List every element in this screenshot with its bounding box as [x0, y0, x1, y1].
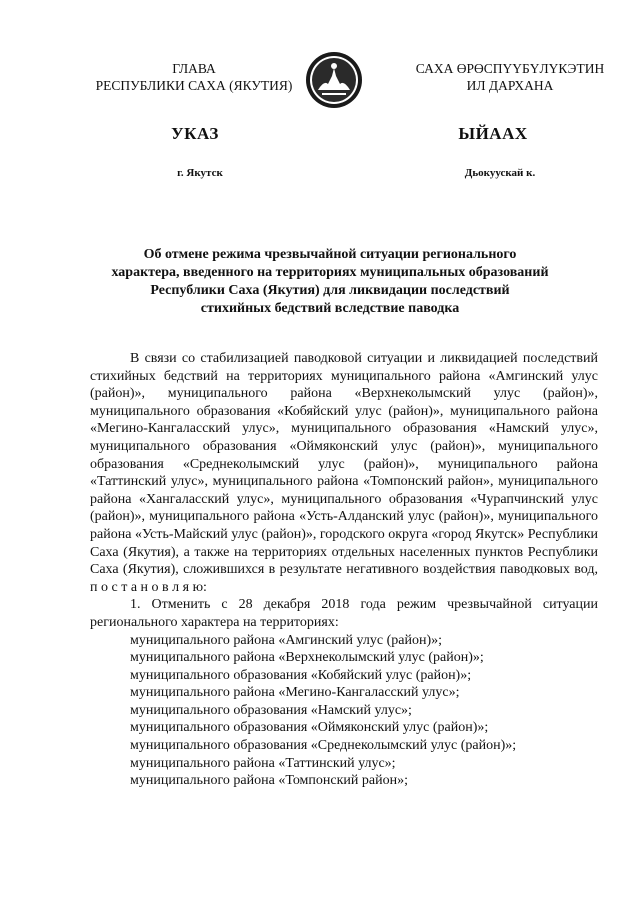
- list-item: муниципального образования «Намский улус»;: [130, 702, 412, 718]
- list-item: муниципального образования «Среднеколымский улус (район)»;: [130, 738, 517, 754]
- header-left: [84, 60, 304, 94]
- list-item: муниципального района «Верхнеколымский улус (район)»;: [130, 650, 484, 666]
- header-right-line1: САХА ӨРӨСПҮҮБҮЛҮКЭТИН: [415, 61, 605, 76]
- list-item: муниципального образования «Оймяконский улус (район)»;: [130, 720, 489, 736]
- header-right: [392, 60, 628, 94]
- document-body: [90, 350, 598, 790]
- place-yakutsk: г. Якутск: [177, 167, 223, 179]
- document-title-line3: Республики Саха (Якутия) для ликвидации последствий: [150, 283, 510, 298]
- title-ukaz: УКАЗ: [171, 124, 219, 143]
- list-item: муниципального района «Таттинский улус»;: [130, 755, 396, 771]
- preamble-paragraph: В связи со стабилизацией паводковой ситуации и ликвидацией последствий стихийных бедствий на территориях муниципального района «Амгинский улус (район)», муниципального района «Верхнеколымский улус (район)», муниципального образования «Кобяйский улус (район)», муниципального района «Мегино-Кангаласский улус», муниципального образования «Намский улус», муниципального образования «Оймяконский улус (район)», муниципального образования «Среднеколымский улус (район)», муниципального района «Таттинский улус», муниципального района «Томпонский район», муниципального района «Хангаласский улус», муниципального образования «Чурапчинский улус (район)», муниципального района «Усть-Алданский улус (район)», муниципального района «Усть-Майский улус (район)», городского округа «город Якутск» Республики Саха (Якутия), а также на территориях отдельных населенных пунктов Республики Саха (Якутия), сложившихся в результате негативного воздействия паводковых вод, п о с т а н о в л я ю:: [90, 351, 598, 595]
- place-dyokuuskay: Дьокуускай к.: [464, 167, 536, 179]
- list-item: муниципального образования «Кобяйский улус (район)»;: [130, 667, 472, 683]
- document-title: [90, 246, 570, 318]
- point-1-paragraph: 1. Отменить с 28 декабря 2018 года режим чрезвычайной ситуации регионального характера на территориях:: [90, 597, 598, 630]
- header-left-line1: ГЛАВА: [172, 61, 216, 76]
- document-title-line2: характера, введенного на территориях муниципальных образований: [111, 265, 549, 280]
- document-title-line4: стихийных бедствий вследствие паводка: [200, 301, 460, 316]
- header-right-line2: ИЛ ДАРХАНА: [466, 78, 554, 93]
- list-item: муниципального района «Мегино-Кангаласский улус»;: [130, 685, 460, 701]
- title-yiaah: ЫЙААХ: [458, 124, 528, 143]
- list-item: муниципального района «Амгинский улус (район)»;: [130, 632, 443, 648]
- header-left-line2: РЕСПУБЛИКИ САХА (ЯКУТИЯ): [95, 78, 293, 93]
- coat-of-arms-emblem-icon: [304, 50, 364, 110]
- document-title-line1: Об отмене режима чрезвычайной ситуации регионального: [143, 247, 517, 262]
- list-item: муниципального района «Томпонский район»;: [130, 773, 408, 789]
